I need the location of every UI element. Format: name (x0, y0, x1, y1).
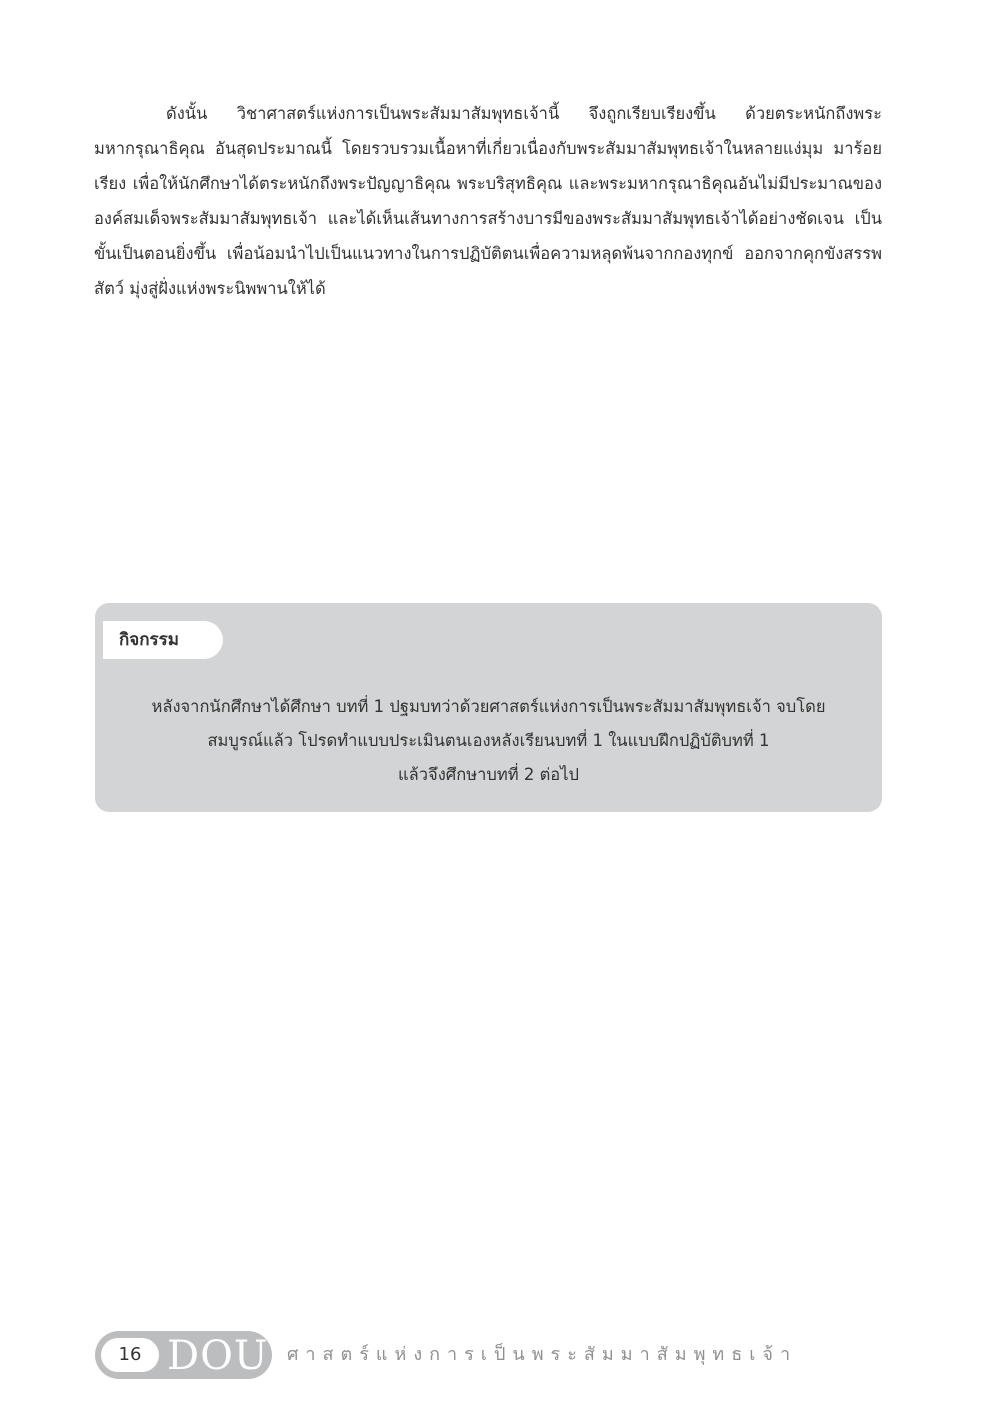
footer-book-title: ศาสตร์แห่งการเป็นพระสัมมาสัมพุทธเจ้า (287, 1344, 798, 1365)
activity-box (95, 603, 882, 812)
footer-badge (95, 1331, 272, 1379)
body-paragraph: ดังนั้น วิชาศาสตร์แห่งการเป็นพระสัมมาสัมพุทธเจ้านี้ จึงถูกเรียบเรียงขึ้น ด้วยตระหนักถึงพระมหากรุณาธิคุณ อันสุดประมาณนี้ โดยรวบรวมเนื้อหาที่เกี่ยวเนื่องกับพระสัมมาสัมพุทธเจ้าในหลายแง่มุม มาร้อยเรียง เพื่อให้นักศึกษาได้ตระหนักถึงพระปัญญาธิคุณ พระบริสุทธิคุณ และพระมหากรุณาธิคุณอันไม่มีประมาณขององค์สมเด็จพระสัมมาสัมพุทธเจ้า และได้เห็นเส้นทางการสร้างบารมีของพระสัมมาสัมพุทธเจ้าได้อย่างชัดเจน เป็นขั้นเป็นตอนยิ่งขึ้น เพื่อน้อมนำไปเป็นแนวทางในการปฏิบัติตนเพื่อความหลุดพ้นจากกองทุกข์ ออกจากคุกขังสรรพสัตว์ มุ่งสู่ฝั่งแห่งพระนิพพานให้ได้ (94, 104, 882, 298)
activity-label: กิจกรรม (103, 621, 223, 659)
activity-line-2: สมบูรณ์แล้ว โปรดทำแบบประเมินตนเองหลังเรียนบทที่ 1 ในแบบฝึกปฏิบัติบทที่ 1 (207, 731, 770, 750)
activity-line-3: แล้วจึงศึกษาบทที่ 2 ต่อไป (398, 765, 579, 784)
activity-line-1: หลังจากนักศึกษาได้ศึกษา บทที่ 1 ปฐมบทว่าด้วยศาสตร์แห่งการเป็นพระสัมมาสัมพุทธเจ้า จบโดย (151, 697, 826, 716)
page-number: 16 (101, 1338, 159, 1372)
dou-logo: DOU (167, 1333, 269, 1379)
activity-text (95, 690, 882, 792)
